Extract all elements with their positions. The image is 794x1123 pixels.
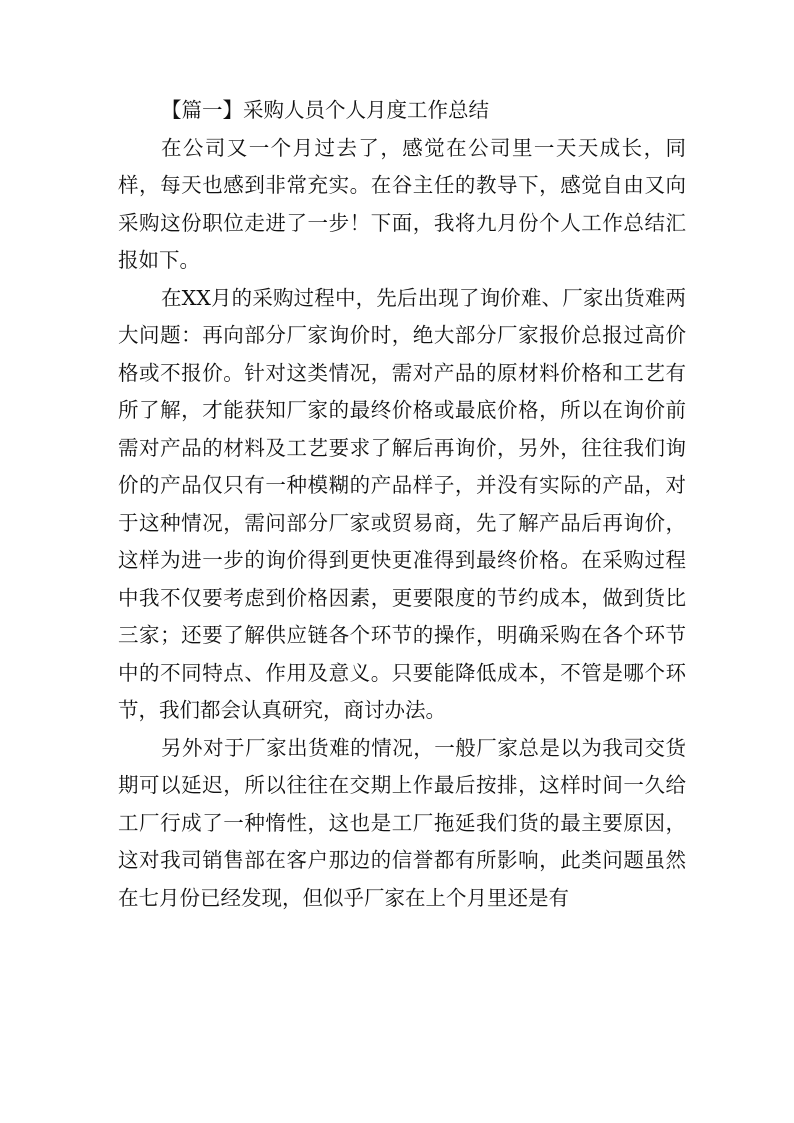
document-body	[118, 92, 686, 917]
paragraph-intro: 在公司又一个月过去了，感觉在公司里一天天成长，同样，每天也感到非常充实。在谷主任的教导下，感觉自由又向采购这份职位走进了一步！下面，我将九月份个人工作总结汇报如下。	[118, 135, 686, 272]
paragraph-inquiry-problems: 在XX月的采购过程中，先后出现了询价难、厂家出货难两大问题：再向部分厂家询价时，绝大部分厂家报价总报过高价格或不报价。针对这类情况，需对产品的原材料价格和工艺有所了解，才能获知厂家的最终价格或最底价格，所以在询价前需对产品的材料及工艺要求了解后再询价，另外，往往我们询价的产品仅只有一种模糊的产品样子，并没有实际的产品，对于这种情况，需问部分厂家或贸易商，先了解产品后再询价，这样为进一步的询价得到更快更准得到最终价格。在采购过程中我不仅要考虑到价格因素，更要限度的节约成本，做到货比三家；还要了解供应链各个环节的操作，明确采购在各个环节中的不同特点、作用及意义。只要能降低成本，不管是哪个环节，我们都会认真研究，商讨办法。	[118, 285, 686, 722]
document-title: 【篇一】采购人员个人月度工作总结	[161, 98, 489, 122]
paragraph-delivery-problems: 另外对于厂家出货难的情况，一般厂家总是以为我司交货期可以延迟，所以往往在交期上作最后按排，这样时间一久给工厂行成了一种惰性，这也是工厂拖延我们货的最主要原因，这对我司销售部在客户那边的信誉都有所影响，此类问题虽然在七月份已经发现，但似乎厂家在上个月里还是有	[118, 735, 686, 910]
